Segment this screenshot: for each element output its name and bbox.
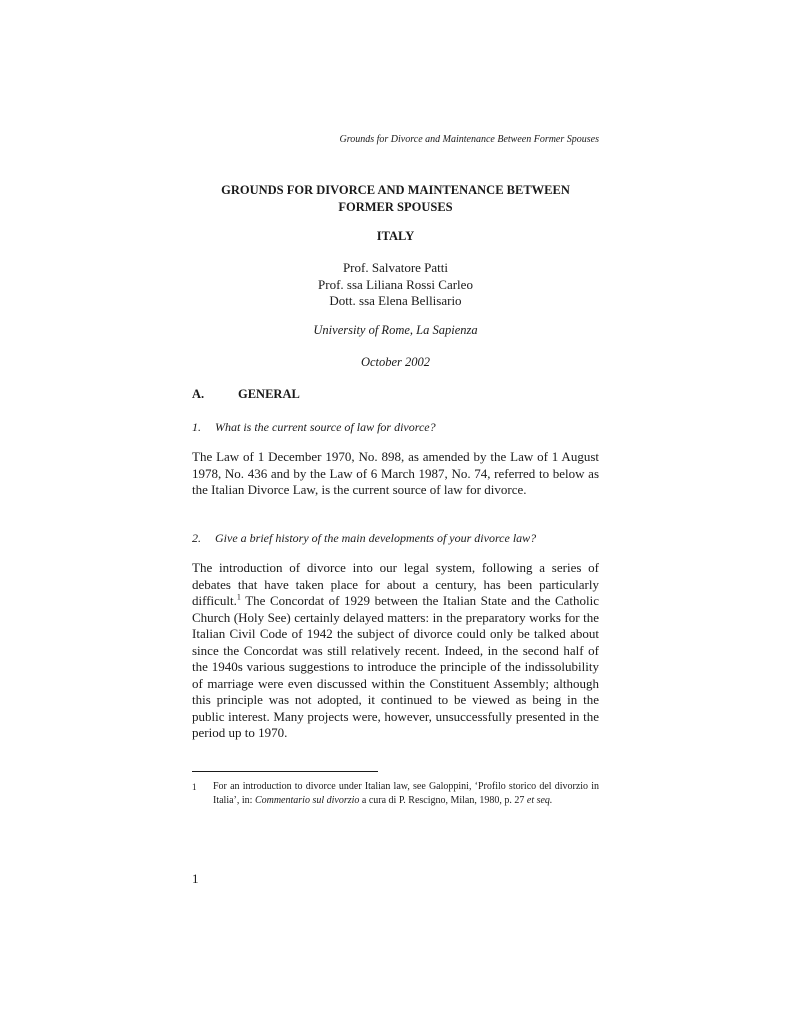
author-name: Prof. Salvatore Patti xyxy=(342,260,449,275)
footnote-italic-abbrev: et seq. xyxy=(526,795,553,806)
footnote-text xyxy=(213,780,599,808)
footnote-text-part: For an introduction to divorce under Italian law, see Galoppini, ‘Profilo storico del divorzio in Italia’, in: xyxy=(213,781,599,806)
footnote-number: 1 xyxy=(192,782,197,792)
document-title-line-2: FORMER SPOUSES xyxy=(338,199,453,214)
author-list xyxy=(192,260,599,310)
footnote-text-part: a cura di P. Rescigno, Milan, 1980, p. 27 xyxy=(359,795,527,806)
footnote-separator xyxy=(192,771,378,772)
page-number: 1 xyxy=(192,871,199,886)
question-number: 1. xyxy=(192,420,201,434)
question-number: 2. xyxy=(192,531,201,545)
question-text: What is the current source of law for divorce? xyxy=(215,420,436,434)
section-letter: A. xyxy=(192,387,205,401)
question-2 xyxy=(192,531,536,546)
running-header: Grounds for Divorce and Maintenance Between Former Spouses xyxy=(339,134,599,145)
question-1 xyxy=(192,420,436,435)
document-title xyxy=(192,182,599,215)
answer-paragraph-1: The Law of 1 December 1970, No. 898, as amended by the Law of 1 August 1978, No. 436 and by the Law of 6 March 1987, No. 74, referred to below as the Italian Divorce Law, is the current source of law for divorce. xyxy=(192,449,599,497)
footnote-italic-title: Commentario sul divorzio xyxy=(254,795,360,806)
country-heading: ITALY xyxy=(376,229,415,243)
section-title: GENERAL xyxy=(238,387,300,401)
footnote xyxy=(192,780,599,808)
author-name: Dott. ssa Elena Bellisario xyxy=(329,293,462,308)
question-text: Give a brief history of the main developments of your divorce law? xyxy=(215,531,537,545)
footnote-reference[interactable]: 1 xyxy=(236,592,241,602)
section-heading xyxy=(192,387,300,402)
document-title-line-1: GROUNDS FOR DIVORCE AND MAINTENANCE BETWEEN xyxy=(221,183,570,197)
answer-text-continued: The Concordat of 1929 between the Italian State and the Catholic Church (Holy See) certainly delayed matters: in the preparatory works for the Italian Civil Code of 1942 the subject of divorce could only be talked about since the Concordat was still relatively recent. Indeed, in the second half of the 1940s various suggestions to introduce the principle of the indissolubility of marriage were even discussed within the Constituent Assembly; although this principle was not adopted, it continued to be viewed as being in the public interest. Many projects were, however, unsuccessfully presented in the period up to 1970. xyxy=(192,593,599,740)
answer-paragraph-2 xyxy=(192,560,599,742)
answer-text: The introduction of divorce into our legal system, following a series of debates that have taken place for about a century, has been particularly difficult. xyxy=(192,560,599,608)
author-name: Prof. ssa Liliana Rossi Carleo xyxy=(318,276,473,292)
affiliation: University of Rome, La Sapienza xyxy=(313,323,478,337)
document-date: October 2002 xyxy=(360,355,431,369)
